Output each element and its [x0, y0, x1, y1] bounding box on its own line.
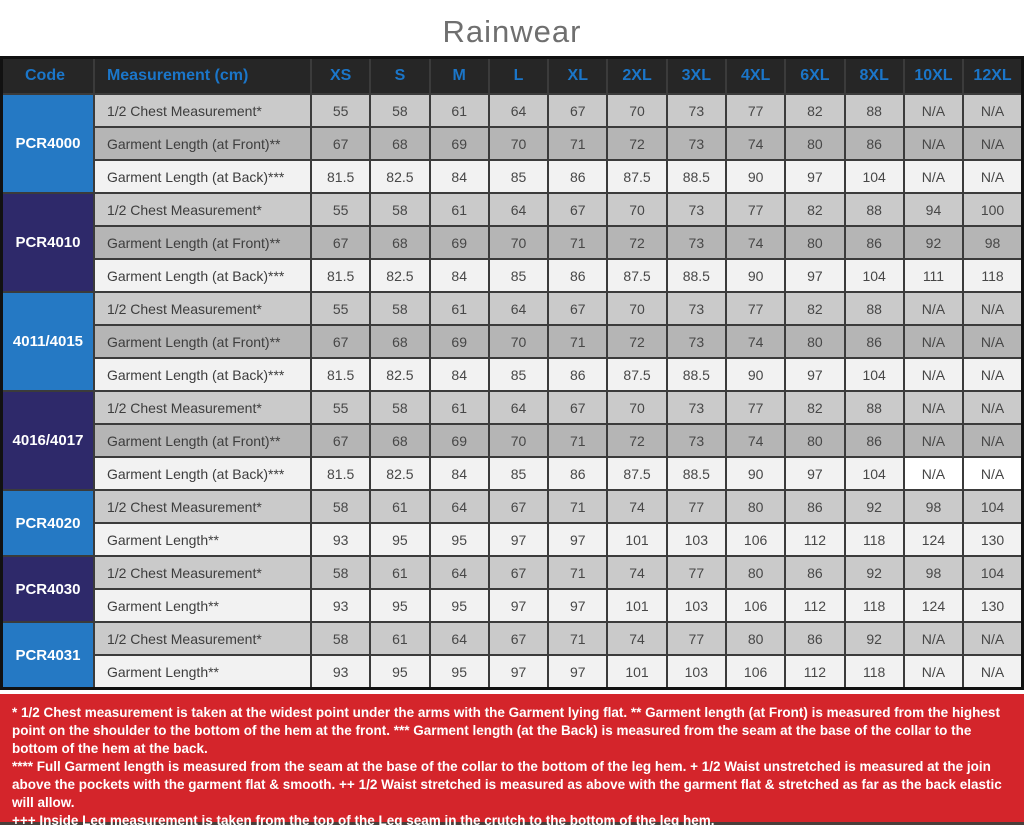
size-value-cell: 87.5 — [607, 259, 666, 292]
size-value-cell: N/A — [904, 358, 963, 391]
measurement-label: Garment Length** — [94, 589, 311, 622]
size-value-cell: 64 — [430, 556, 489, 589]
size-value-cell: 90 — [726, 160, 785, 193]
size-value-cell: 61 — [370, 490, 429, 523]
size-value-cell: 118 — [845, 523, 904, 556]
size-value-cell: 88 — [845, 193, 904, 226]
size-value-cell: 77 — [667, 490, 726, 523]
size-value-cell: 71 — [548, 556, 607, 589]
table-row — [2, 127, 1023, 160]
size-value-cell: 80 — [726, 556, 785, 589]
size-value-cell: 124 — [904, 523, 963, 556]
measurement-label: Garment Length** — [94, 655, 311, 689]
measurement-label: 1/2 Chest Measurement* — [94, 94, 311, 127]
size-value-cell: 61 — [430, 193, 489, 226]
measurement-label: Garment Length** — [94, 523, 311, 556]
measurement-label: 1/2 Chest Measurement* — [94, 490, 311, 523]
size-value-cell: 80 — [785, 226, 844, 259]
size-value-cell: 104 — [845, 457, 904, 490]
size-value-cell: 81.5 — [311, 160, 370, 193]
header-row — [2, 58, 1023, 95]
size-value-cell: 70 — [607, 94, 666, 127]
size-value-cell: 98 — [904, 490, 963, 523]
measurement-label: Garment Length (at Back)*** — [94, 259, 311, 292]
size-value-cell: 106 — [726, 523, 785, 556]
size-value-cell: 81.5 — [311, 259, 370, 292]
size-value-cell: 61 — [370, 622, 429, 655]
size-value-cell: 84 — [430, 259, 489, 292]
size-value-cell: 93 — [311, 589, 370, 622]
size-value-cell: 68 — [370, 424, 429, 457]
size-value-cell: 58 — [311, 490, 370, 523]
size-value-cell: 74 — [607, 556, 666, 589]
size-value-cell: 64 — [430, 622, 489, 655]
size-value-cell: N/A — [963, 358, 1022, 391]
size-value-cell: 70 — [607, 193, 666, 226]
table-row — [2, 523, 1023, 556]
size-value-cell: 85 — [489, 457, 548, 490]
size-value-cell: 97 — [785, 259, 844, 292]
size-value-cell: 67 — [489, 622, 548, 655]
size-value-cell: 104 — [845, 358, 904, 391]
size-value-cell: N/A — [963, 94, 1022, 127]
size-value-cell: N/A — [963, 457, 1022, 490]
table-row — [2, 556, 1023, 589]
size-value-cell: 61 — [430, 292, 489, 325]
table-row — [2, 391, 1023, 424]
column-header-l: L — [489, 58, 548, 95]
size-value-cell: 84 — [430, 457, 489, 490]
size-value-cell: N/A — [904, 94, 963, 127]
column-header-2xl: 2XL — [607, 58, 666, 95]
size-value-cell: N/A — [963, 160, 1022, 193]
table-row — [2, 589, 1023, 622]
size-value-cell: 69 — [430, 325, 489, 358]
size-value-cell: 95 — [370, 589, 429, 622]
size-value-cell: N/A — [963, 391, 1022, 424]
size-value-cell: 118 — [845, 655, 904, 689]
product-code-cell: PCR4000 — [2, 94, 94, 193]
product-code-cell: PCR4020 — [2, 490, 94, 556]
size-value-cell: 67 — [311, 127, 370, 160]
footnotes-panel — [0, 694, 1024, 825]
size-value-cell: 77 — [726, 391, 785, 424]
size-value-cell: 97 — [548, 655, 607, 689]
size-value-cell: 73 — [667, 292, 726, 325]
size-value-cell: 94 — [904, 193, 963, 226]
size-value-cell: 55 — [311, 193, 370, 226]
measurement-label: 1/2 Chest Measurement* — [94, 556, 311, 589]
size-value-cell: N/A — [963, 325, 1022, 358]
size-value-cell: 92 — [845, 622, 904, 655]
table-row — [2, 193, 1023, 226]
table-row — [2, 226, 1023, 259]
size-value-cell: 118 — [845, 589, 904, 622]
measurement-label: 1/2 Chest Measurement* — [94, 193, 311, 226]
size-value-cell: 103 — [667, 655, 726, 689]
size-value-cell: 67 — [548, 193, 607, 226]
size-value-cell: 77 — [726, 94, 785, 127]
size-value-cell: 67 — [311, 325, 370, 358]
size-value-cell: 64 — [489, 292, 548, 325]
size-value-cell: 77 — [667, 556, 726, 589]
table-row — [2, 424, 1023, 457]
size-value-cell: 72 — [607, 325, 666, 358]
table-row — [2, 457, 1023, 490]
size-value-cell: 97 — [785, 160, 844, 193]
size-value-cell: N/A — [904, 424, 963, 457]
size-value-cell: N/A — [904, 292, 963, 325]
size-value-cell: 64 — [430, 490, 489, 523]
size-value-cell: 67 — [489, 556, 548, 589]
size-value-cell: N/A — [904, 457, 963, 490]
column-header-code: Code — [2, 58, 94, 95]
size-value-cell: 82.5 — [370, 259, 429, 292]
column-header-measurement-cm-: Measurement (cm) — [94, 58, 311, 95]
size-value-cell: 95 — [430, 589, 489, 622]
measurement-label: Garment Length (at Back)*** — [94, 160, 311, 193]
size-value-cell: 85 — [489, 160, 548, 193]
table-row — [2, 655, 1023, 689]
size-value-cell: 74 — [726, 226, 785, 259]
size-value-cell: 101 — [607, 589, 666, 622]
size-value-cell: 86 — [785, 490, 844, 523]
size-value-cell: 61 — [370, 556, 429, 589]
size-value-cell: 67 — [548, 94, 607, 127]
product-code-cell: PCR4030 — [2, 556, 94, 622]
size-value-cell: N/A — [904, 622, 963, 655]
size-value-cell: 95 — [370, 655, 429, 689]
footnote-paragraph: **** Full Garment length is measured from the seam at the base of the collar to the bottom of the leg hem. + 1/2 Waist unstretched is measured at the join above the pockets with the garment flat & smooth. ++ 1/2 Waist stretched is measured as above with the garment flat & stretched as far as the back elastic will allow. — [12, 759, 1002, 810]
measurement-label: Garment Length (at Front)** — [94, 226, 311, 259]
size-value-cell: 88 — [845, 391, 904, 424]
product-code-cell: 4016/4017 — [2, 391, 94, 490]
size-value-cell: 86 — [548, 457, 607, 490]
size-value-cell: N/A — [963, 622, 1022, 655]
size-value-cell: 97 — [785, 457, 844, 490]
table-row — [2, 94, 1023, 127]
size-value-cell: 77 — [726, 193, 785, 226]
size-value-cell: 86 — [845, 325, 904, 358]
size-value-cell: N/A — [904, 325, 963, 358]
size-value-cell: 112 — [785, 589, 844, 622]
size-value-cell: 112 — [785, 655, 844, 689]
size-value-cell: 88.5 — [667, 259, 726, 292]
column-header-m: M — [430, 58, 489, 95]
size-value-cell: 104 — [845, 160, 904, 193]
size-value-cell: 92 — [845, 490, 904, 523]
size-value-cell: 71 — [548, 490, 607, 523]
product-code-cell: PCR4010 — [2, 193, 94, 292]
size-value-cell: 69 — [430, 226, 489, 259]
size-value-cell: 73 — [667, 226, 726, 259]
size-value-cell: 82 — [785, 193, 844, 226]
size-value-cell: 130 — [963, 523, 1022, 556]
size-value-cell: 70 — [489, 325, 548, 358]
measurement-label: 1/2 Chest Measurement* — [94, 292, 311, 325]
size-value-cell: 72 — [607, 127, 666, 160]
size-value-cell: 106 — [726, 655, 785, 689]
size-value-cell: N/A — [904, 655, 963, 689]
page-title: Rainwear — [442, 14, 582, 49]
size-value-cell: 103 — [667, 589, 726, 622]
size-value-cell: 97 — [548, 589, 607, 622]
size-value-cell: N/A — [904, 160, 963, 193]
size-value-cell: 64 — [489, 94, 548, 127]
size-value-cell: 98 — [904, 556, 963, 589]
measurement-label: Garment Length (at Front)** — [94, 424, 311, 457]
size-value-cell: 101 — [607, 655, 666, 689]
size-value-cell: 74 — [726, 325, 785, 358]
size-value-cell: 86 — [785, 622, 844, 655]
size-value-cell: 97 — [489, 589, 548, 622]
size-value-cell: 77 — [726, 292, 785, 325]
size-value-cell: 104 — [963, 490, 1022, 523]
size-value-cell: 80 — [785, 127, 844, 160]
size-value-cell: 80 — [785, 325, 844, 358]
size-value-cell: 124 — [904, 589, 963, 622]
size-value-cell: 73 — [667, 391, 726, 424]
size-value-cell: 73 — [667, 94, 726, 127]
column-header-12xl: 12XL — [963, 58, 1022, 95]
size-value-cell: 77 — [667, 622, 726, 655]
measurement-label: 1/2 Chest Measurement* — [94, 622, 311, 655]
size-value-cell: 86 — [845, 226, 904, 259]
size-value-cell: 93 — [311, 523, 370, 556]
size-value-cell: 72 — [607, 226, 666, 259]
size-value-cell: 95 — [430, 523, 489, 556]
size-value-cell: 103 — [667, 523, 726, 556]
table-row — [2, 160, 1023, 193]
size-value-cell: 93 — [311, 655, 370, 689]
size-value-cell: 82.5 — [370, 358, 429, 391]
size-value-cell: 64 — [489, 193, 548, 226]
size-value-cell: 67 — [548, 292, 607, 325]
size-value-cell: 104 — [845, 259, 904, 292]
size-value-cell: N/A — [904, 127, 963, 160]
measurement-label: Garment Length (at Back)*** — [94, 358, 311, 391]
size-value-cell: 70 — [489, 424, 548, 457]
column-header-s: S — [370, 58, 429, 95]
size-value-cell: 87.5 — [607, 457, 666, 490]
size-value-cell: 86 — [845, 127, 904, 160]
size-value-cell: 87.5 — [607, 160, 666, 193]
size-table-header — [2, 58, 1023, 95]
size-value-cell: 73 — [667, 127, 726, 160]
size-value-cell: 58 — [370, 94, 429, 127]
size-value-cell: 101 — [607, 523, 666, 556]
size-value-cell: 70 — [489, 127, 548, 160]
size-value-cell: 86 — [785, 556, 844, 589]
size-value-cell: 106 — [726, 589, 785, 622]
measurement-label: Garment Length (at Front)** — [94, 325, 311, 358]
column-header-6xl: 6XL — [785, 58, 844, 95]
product-code-cell: PCR4031 — [2, 622, 94, 689]
size-value-cell: 82 — [785, 292, 844, 325]
size-value-cell: 70 — [607, 391, 666, 424]
size-value-cell: 86 — [548, 358, 607, 391]
size-value-cell: 69 — [430, 127, 489, 160]
size-value-cell: 55 — [311, 391, 370, 424]
size-value-cell: 67 — [489, 490, 548, 523]
size-value-cell: 112 — [785, 523, 844, 556]
size-value-cell: 84 — [430, 358, 489, 391]
column-header-xl: XL — [548, 58, 607, 95]
column-header-4xl: 4XL — [726, 58, 785, 95]
size-value-cell: 58 — [311, 622, 370, 655]
size-value-cell: 55 — [311, 292, 370, 325]
measurement-label: 1/2 Chest Measurement* — [94, 391, 311, 424]
size-value-cell: 69 — [430, 424, 489, 457]
footnote-paragraph: +++ Inside Leg measurement is taken from the top of the Leg seam in the crutch to the bottom of the leg hem. — [12, 813, 715, 827]
table-row — [2, 325, 1023, 358]
table-row — [2, 292, 1023, 325]
size-value-cell: 90 — [726, 259, 785, 292]
size-value-cell: 81.5 — [311, 358, 370, 391]
size-value-cell: 68 — [370, 226, 429, 259]
table-row — [2, 622, 1023, 655]
size-value-cell: 74 — [607, 490, 666, 523]
size-value-cell: 90 — [726, 358, 785, 391]
size-value-cell: 82.5 — [370, 160, 429, 193]
column-header-xs: XS — [311, 58, 370, 95]
size-value-cell: 71 — [548, 622, 607, 655]
size-value-cell: 86 — [548, 160, 607, 193]
size-value-cell: 97 — [548, 523, 607, 556]
size-value-cell: 90 — [726, 457, 785, 490]
size-value-cell: 98 — [963, 226, 1022, 259]
size-value-cell: 67 — [311, 226, 370, 259]
size-value-cell: N/A — [963, 292, 1022, 325]
size-value-cell: 95 — [370, 523, 429, 556]
size-value-cell: 58 — [370, 292, 429, 325]
size-value-cell: 80 — [785, 424, 844, 457]
size-value-cell: 82 — [785, 391, 844, 424]
size-value-cell: N/A — [904, 391, 963, 424]
size-value-cell: 95 — [430, 655, 489, 689]
footnote-paragraph: * 1/2 Chest measurement is taken at the widest point under the arms with the Garment lying flat. ** Garment length (at Front) is measured from the highest point on the shoulder to the bottom of the hem at the front. *** Garment length (at the Back) is measured from the seam at the base of the collar to the bottom of the hem at the back. — [12, 705, 1000, 756]
size-value-cell: 88 — [845, 94, 904, 127]
size-value-cell: 73 — [667, 325, 726, 358]
column-header-8xl: 8XL — [845, 58, 904, 95]
size-value-cell: 58 — [311, 556, 370, 589]
size-value-cell: 71 — [548, 325, 607, 358]
size-value-cell: 73 — [667, 424, 726, 457]
table-row — [2, 490, 1023, 523]
size-value-cell: 71 — [548, 127, 607, 160]
size-value-cell: 82.5 — [370, 457, 429, 490]
size-value-cell: 68 — [370, 325, 429, 358]
size-value-cell: 100 — [963, 193, 1022, 226]
size-value-cell: 97 — [489, 655, 548, 689]
size-value-cell: 64 — [489, 391, 548, 424]
size-value-cell: 85 — [489, 358, 548, 391]
size-value-cell: 92 — [845, 556, 904, 589]
table-row — [2, 259, 1023, 292]
size-value-cell: 80 — [726, 490, 785, 523]
size-value-cell: N/A — [963, 424, 1022, 457]
table-row — [2, 358, 1023, 391]
size-value-cell: 67 — [311, 424, 370, 457]
size-value-cell: 92 — [904, 226, 963, 259]
measurement-label: Garment Length (at Back)*** — [94, 457, 311, 490]
size-value-cell: 88.5 — [667, 457, 726, 490]
size-value-cell: 86 — [548, 259, 607, 292]
size-value-cell: 58 — [370, 193, 429, 226]
size-value-cell: 70 — [607, 292, 666, 325]
column-header-3xl: 3XL — [667, 58, 726, 95]
size-value-cell: 58 — [370, 391, 429, 424]
size-value-cell: 55 — [311, 94, 370, 127]
size-value-cell: 74 — [726, 424, 785, 457]
size-value-cell: 71 — [548, 226, 607, 259]
size-value-cell: N/A — [963, 655, 1022, 689]
column-header-10xl: 10XL — [904, 58, 963, 95]
size-value-cell: 61 — [430, 94, 489, 127]
size-value-cell: 74 — [607, 622, 666, 655]
size-value-cell: 88.5 — [667, 160, 726, 193]
size-value-cell: 67 — [548, 391, 607, 424]
size-value-cell: 72 — [607, 424, 666, 457]
size-value-cell: N/A — [963, 127, 1022, 160]
size-value-cell: 85 — [489, 259, 548, 292]
size-value-cell: 81.5 — [311, 457, 370, 490]
size-value-cell: 111 — [904, 259, 963, 292]
measurement-label: Garment Length (at Front)** — [94, 127, 311, 160]
size-value-cell: 104 — [963, 556, 1022, 589]
product-code-cell: 4011/4015 — [2, 292, 94, 391]
size-value-cell: 87.5 — [607, 358, 666, 391]
size-value-cell: 88 — [845, 292, 904, 325]
size-value-cell: 84 — [430, 160, 489, 193]
size-value-cell: 86 — [845, 424, 904, 457]
size-value-cell: 88.5 — [667, 358, 726, 391]
size-value-cell: 118 — [963, 259, 1022, 292]
size-value-cell: 80 — [726, 622, 785, 655]
size-value-cell: 61 — [430, 391, 489, 424]
size-value-cell: 71 — [548, 424, 607, 457]
size-value-cell: 70 — [489, 226, 548, 259]
size-value-cell: 73 — [667, 193, 726, 226]
size-value-cell: 68 — [370, 127, 429, 160]
size-value-cell: 82 — [785, 94, 844, 127]
size-value-cell: 97 — [489, 523, 548, 556]
size-value-cell: 130 — [963, 589, 1022, 622]
size-value-cell: 74 — [726, 127, 785, 160]
size-table — [0, 56, 1024, 690]
size-value-cell: 97 — [785, 358, 844, 391]
size-table-body — [2, 94, 1023, 689]
